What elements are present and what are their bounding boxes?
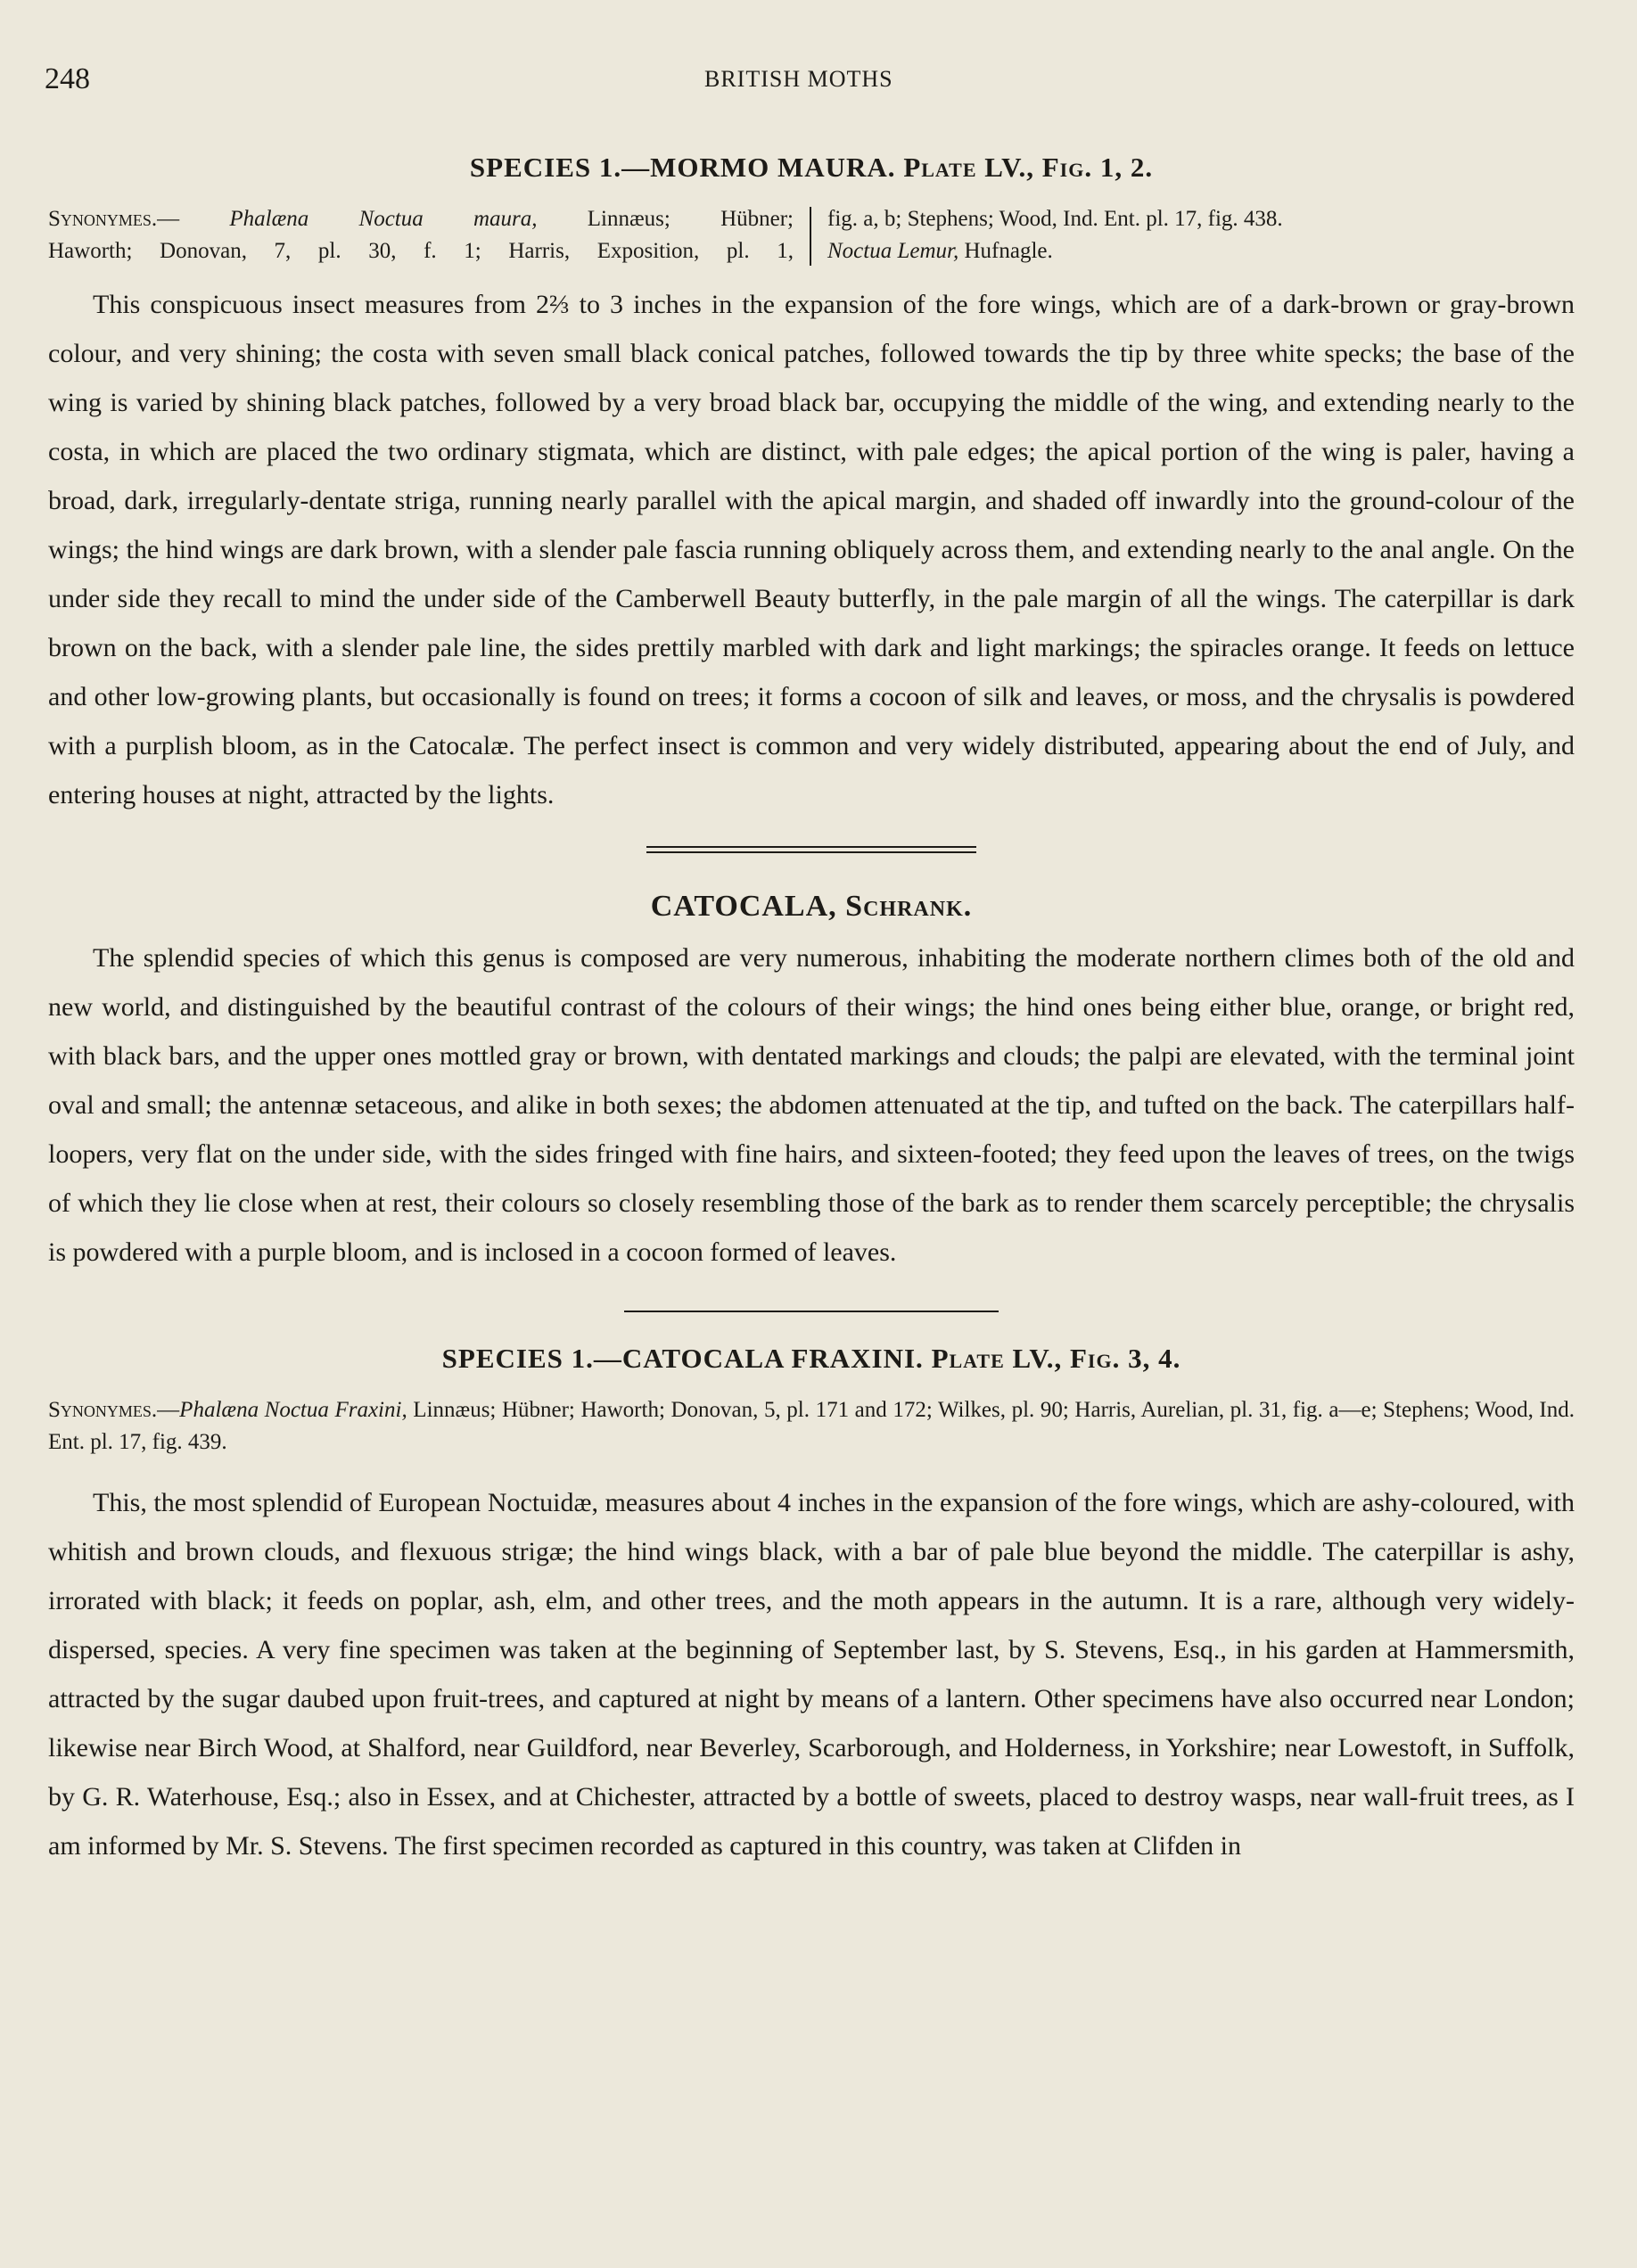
genus-description: The splendid species of which this genus is composed are very numerous, inhabiting the moderate northern climes both of the old and new world, and distinguished by the beautiful contrast of the colours of their wings; the hind ones being either blue, orange, or bright red, with black bars, and the upper ones mottled gray or brown, with dentated markings and clouds; the palpi are elevated, with the terminal joint oval and small; the antennæ setaceous, and alike in both sexes; the abdomen attenuated at the tip, and tufted on the back. The caterpillars half-loopers, very flat on the under side, with the sides fringed with fine hairs, and sixteen-footed; they feed upon the leaves of trees, on the twigs of which they lie close when at rest, their colours so closely resembling those of the bark as to render them scarcely perceptible; the chrysalis is powdered with a purple bloom, and is inclosed in a cocoon formed of leaves. xyxy=(48,943,1575,1267)
synonyms-left-column xyxy=(48,203,794,267)
synonyms-label: Synonymes. xyxy=(48,207,158,231)
genus-heading xyxy=(48,889,1575,924)
plate-reference: Plate LV., Fig. 3, 4. xyxy=(931,1343,1181,1374)
species-description: This, the most splendid of European Noctuidæ, measures about 4 inches in the expansion of the fore wings, which are ashy-coloured, with whitish and brown clouds, and flexuous strigæ; the hind wings black, with a bar of pale blue beyond the middle. The caterpillar is ashy, irrorated with black; it feeds on poplar, ash, elm, and other trees, and the moth appears in the autumn. It is a rare, although very widely-dispersed, species. A very fine specimen was taken at the beginning of September last, by S. Stevens, Esq., in his garden at Hammersmith, attracted by the sugar daubed upon fruit-trees, and captured at night by means of a lantern. Other specimens have also occurred near London; likewise near Birch Wood, at Shalford, near Guildford, near Beverley, Scarborough, and Holderness, in Yorkshire; near Lowestoft, in Suffolk, by G. R. Waterhouse, Esq.; also in Essex, and at Chichester, attracted by a bottle of sweets, placed to destroy wasps, near wall-fruit trees, as I am informed by Mr. S. Stevens. The first specimen recorded as captured in this country, was taken at Clifden in xyxy=(48,1488,1575,1861)
species-heading xyxy=(48,1343,1575,1375)
synonym-author: Hufnagle. xyxy=(964,239,1053,263)
synonym-italic-name: Phalæna Noctua maura, xyxy=(229,207,538,231)
synonyms-right-column xyxy=(827,203,1575,267)
genus-title: CATOCALA, xyxy=(650,890,837,923)
species-title: SPECIES 1.—MORMO MAURA. xyxy=(469,152,896,183)
synonym-figures: fig. a, b; Stephens; Wood, Ind. Ent. pl. 17, fig. 438. xyxy=(827,207,1283,231)
genus-catocala xyxy=(48,889,1575,1277)
page-body xyxy=(48,152,1575,1870)
species-catocala-fraxini xyxy=(48,1343,1575,1870)
synonym-italic-name: Phalæna Noctua Fraxini, xyxy=(179,1398,407,1422)
page-header xyxy=(45,62,1601,107)
species-title: SPECIES 1.—CATOCALA FRAXINI. xyxy=(441,1343,924,1374)
synonyms-divider xyxy=(810,207,811,266)
synonyms-label: Synonymes. xyxy=(48,1398,158,1422)
synonym-authors: Linnæus; Hübner; xyxy=(587,207,794,231)
genus-author: Schrank. xyxy=(845,890,973,923)
double-rule-divider xyxy=(646,846,976,853)
synonym-references: Linnæus; Hübner; Haworth; Donovan, 5, pl. 171 and 172; Wilkes, pl. 90; Harris, Aurelian, pl. 31, fig. a—e; Stephens; Wood, Ind. Ent. pl. 17, fig. 439. xyxy=(48,1398,1575,1454)
synonyms-block xyxy=(48,1394,1575,1459)
synonym-references: Haworth; Donovan, 7, pl. 30, f. 1; Harris, Exposition, pl. 1, xyxy=(48,239,794,263)
page-number: 248 xyxy=(45,62,90,95)
running-title: BRITISH MOTHS xyxy=(704,66,893,92)
synonyms-dash: — xyxy=(157,1398,180,1422)
synonym-italic-name: Noctua Lemur, xyxy=(827,239,959,263)
rule-divider xyxy=(624,1311,999,1312)
species-description: This conspicuous insect measures from 2⅔ to 3 inches in the expansion of the fore wings, which are of a dark-brown or gray-brown colour, and very shining; the costa with seven small black conical patches, followed towards the tip by three white specks; the base of the wing is varied by shining black patches, followed by a very broad black bar, occupying the middle of the wing, and extending nearly to the costa, in which are placed the two ordinary stigmata, which are distinct, with pale edges; the apical portion of the wing is paler, having a broad, dark, irregularly-dentate striga, running nearly parallel with the apical margin, and shaded off inwardly into the ground-colour of the wings; the hind wings are dark brown, with a slender pale fascia running obliquely across them, and extending nearly to the anal angle. On the under side they recall to mind the under side of the Camberwell Beauty butterfly, in the pale margin of all the wings. The caterpillar is dark brown on the back, with a slender pale line, the sides prettily marbled with dark and light markings; the spiracles orange. It feeds on lettuce and other low-growing plants, but occasionally is found on trees; it forms a cocoon of silk and leaves, or moss, and the chrysalis is powdered with a purplish bloom, as in the Catocalæ. The perfect insect is common and very widely distributed, appearing about the end of July, and entering houses at night, attracted by the lights. xyxy=(48,290,1575,809)
species-heading xyxy=(48,152,1575,184)
synonyms-dash: — xyxy=(157,207,180,231)
plate-reference: Plate LV., Fig. 1, 2. xyxy=(903,152,1154,183)
synonyms-block xyxy=(48,203,1575,267)
species-mormo-maura xyxy=(48,152,1575,819)
